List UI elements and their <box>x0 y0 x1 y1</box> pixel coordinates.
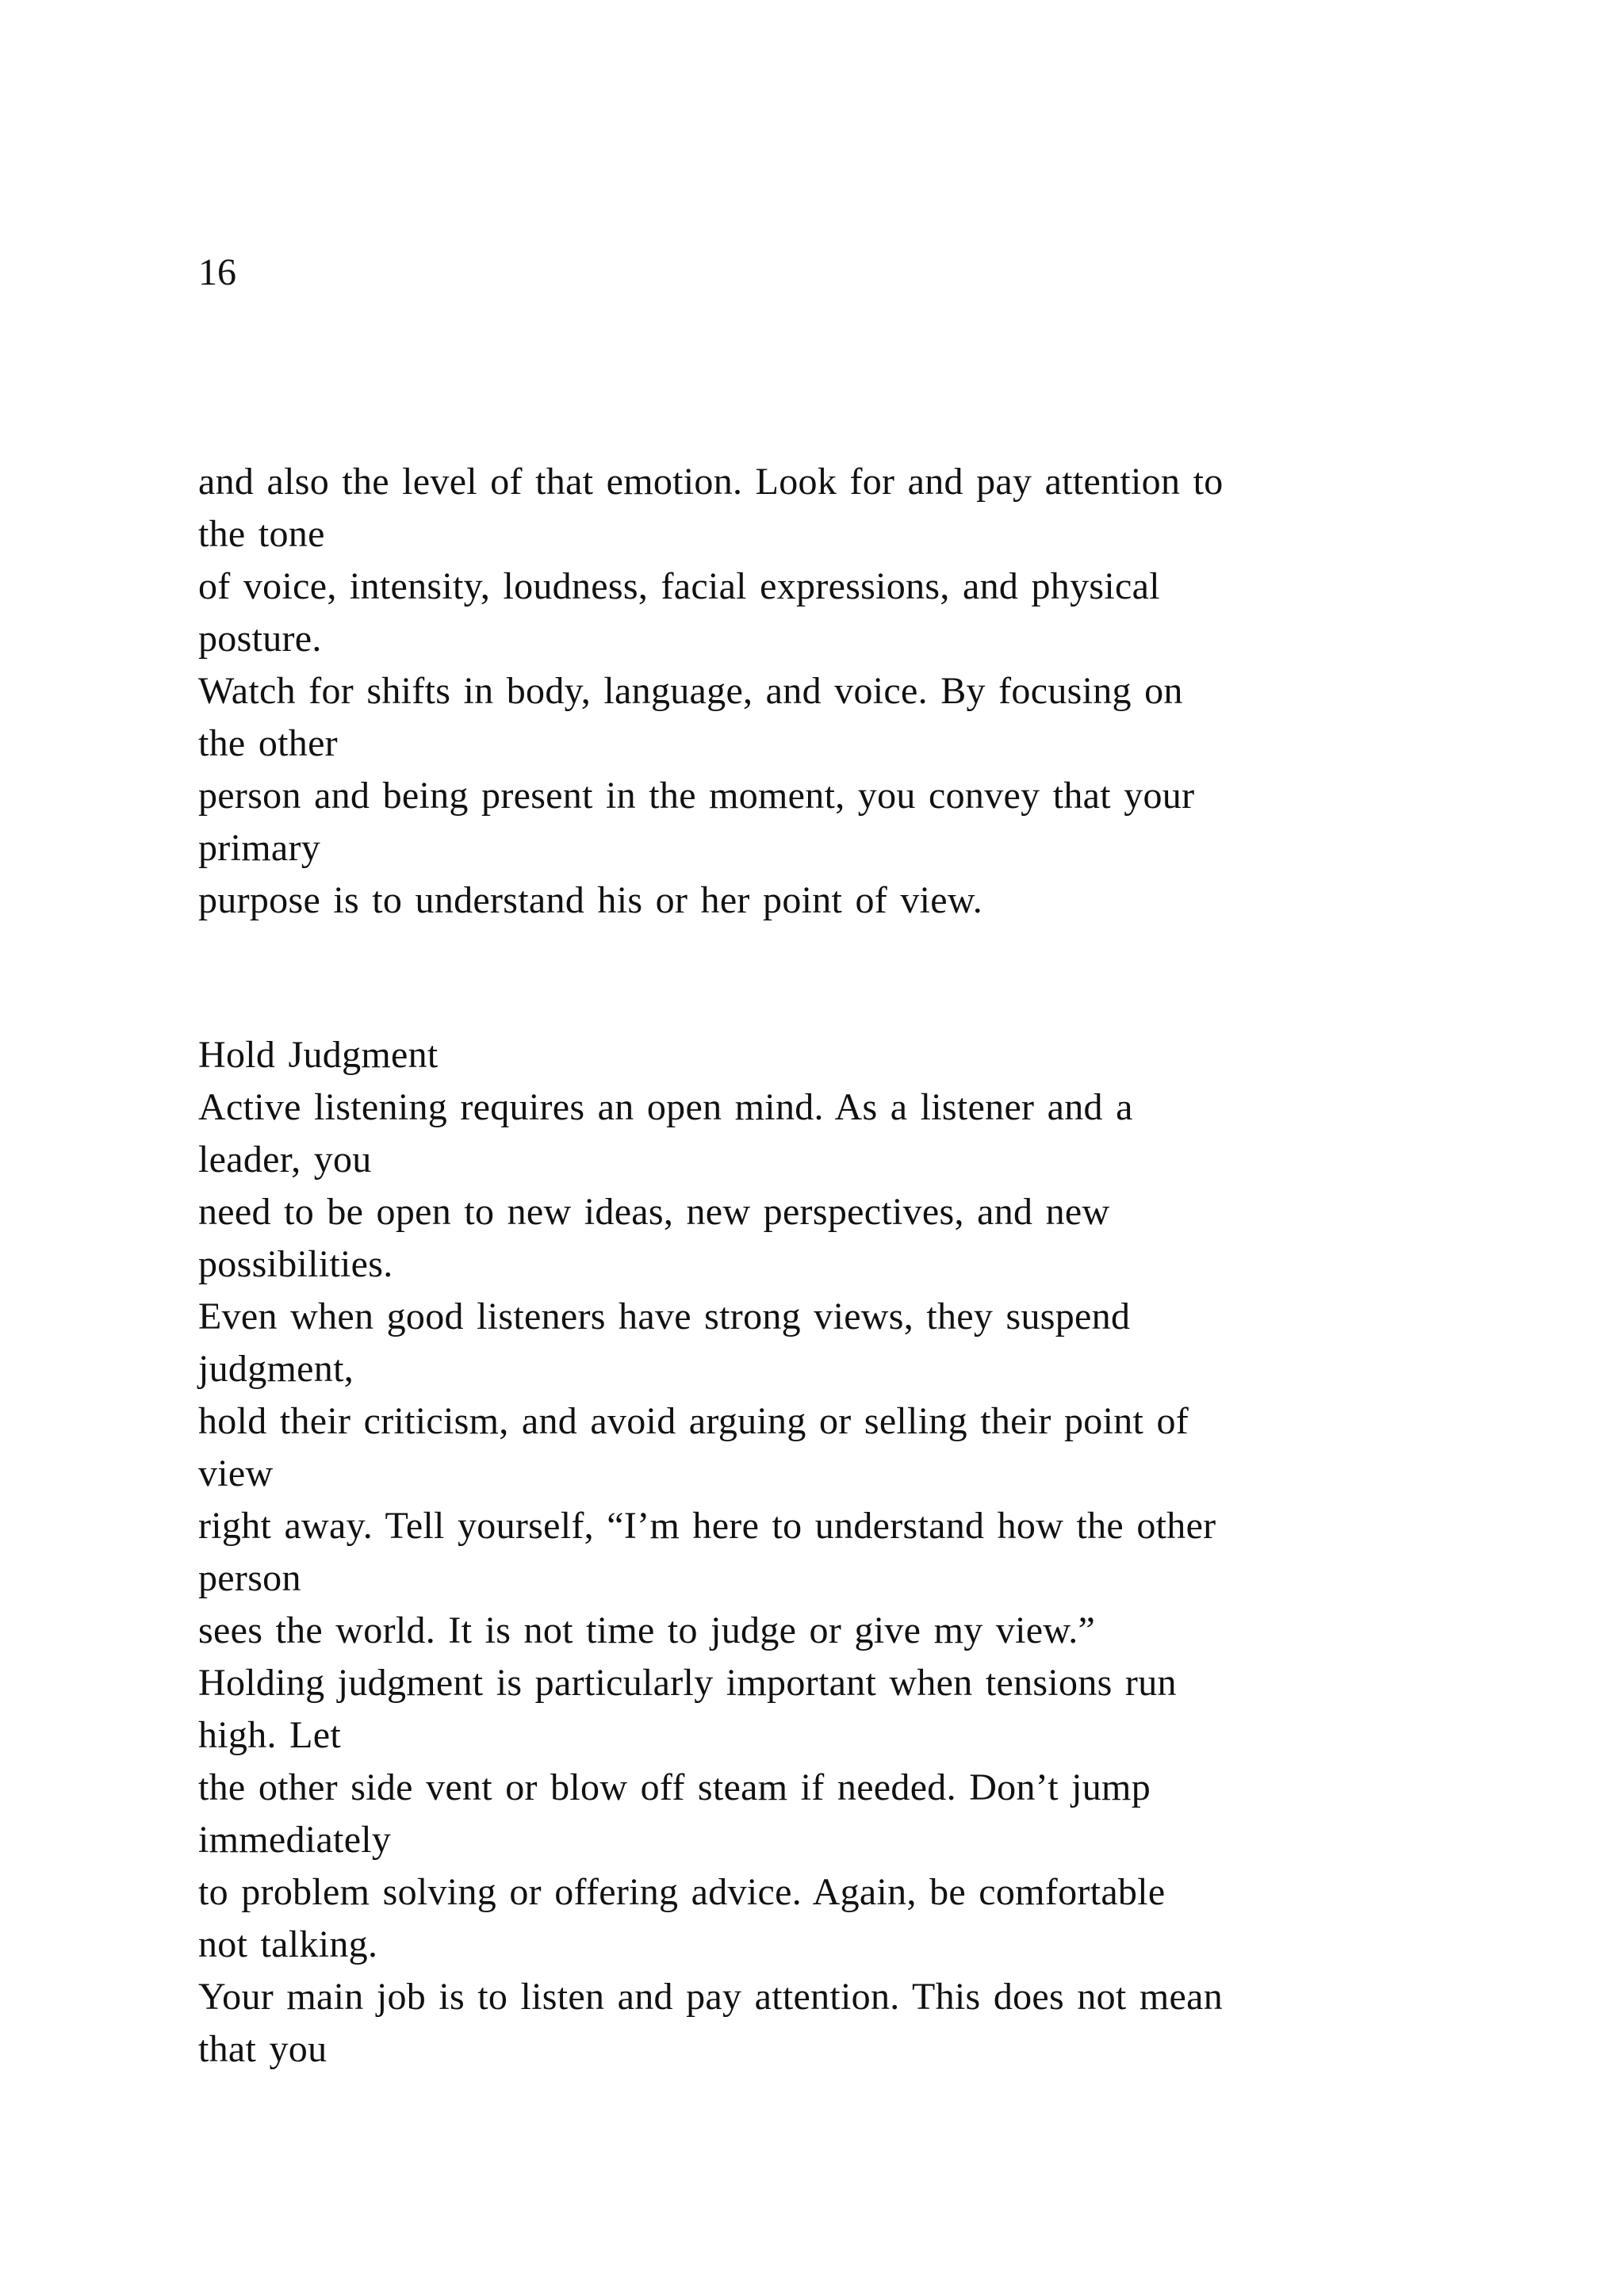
text-line: Holding judgment is particularly important when tensions run <box>198 1662 1177 1704</box>
text-line: sees the world. It is not time to judge or give my view.” <box>198 1609 1096 1651</box>
text-line: person and being present in the moment, you convey that your <box>198 775 1195 817</box>
text-line: view <box>198 1452 274 1494</box>
text-line: the other side vent or blow off steam if needed. Don’t jump <box>198 1766 1151 1808</box>
text-line: purpose is to understand his or her point of view. <box>198 879 983 921</box>
text-line: leader, you <box>198 1138 372 1181</box>
text-line: Even when good listeners have strong views, they suspend <box>198 1295 1131 1337</box>
text-line: need to be open to new ideas, new perspectives, and new <box>198 1191 1110 1233</box>
text-line: right away. Tell yourself, “I’m here to understand how the other <box>198 1505 1216 1547</box>
text-line: not talking. <box>198 1923 378 1965</box>
text-line: the other <box>198 722 338 764</box>
text-line: the tone <box>198 513 325 555</box>
text-line: hold their criticism, and avoid arguing or selling their point of <box>198 1400 1189 1442</box>
text-line: Your main job is to listen and pay attention. This does not mean <box>198 1976 1223 2018</box>
text-line: primary <box>198 827 321 869</box>
text-line: to problem solving or offering advice. Again, be comfortable <box>198 1871 1166 1913</box>
text-line: possibilities. <box>198 1243 393 1285</box>
paragraph-emotion <box>198 456 1467 927</box>
text-line: posture. <box>198 618 322 660</box>
text-line: high. Let <box>198 1714 341 1756</box>
page-number: 16 <box>198 251 236 293</box>
text-line: of voice, intensity, loudness, facial expressions, and physical <box>198 565 1160 607</box>
text-line: and also the level of that emotion. Look for and pay attention to <box>198 461 1224 503</box>
text-line: that you <box>198 2028 327 2070</box>
text-line: judgment, <box>198 1348 354 1390</box>
text-line: Watch for shifts in body, language, and voice. By focusing on <box>198 670 1183 712</box>
text-line: immediately <box>198 1819 392 1861</box>
section-hold-judgment <box>198 1029 1467 2076</box>
section-heading: Hold Judgment <box>198 1034 439 1076</box>
text-line: person <box>198 1557 301 1599</box>
text-line: Active listening requires an open mind. As a listener and a <box>198 1086 1133 1128</box>
